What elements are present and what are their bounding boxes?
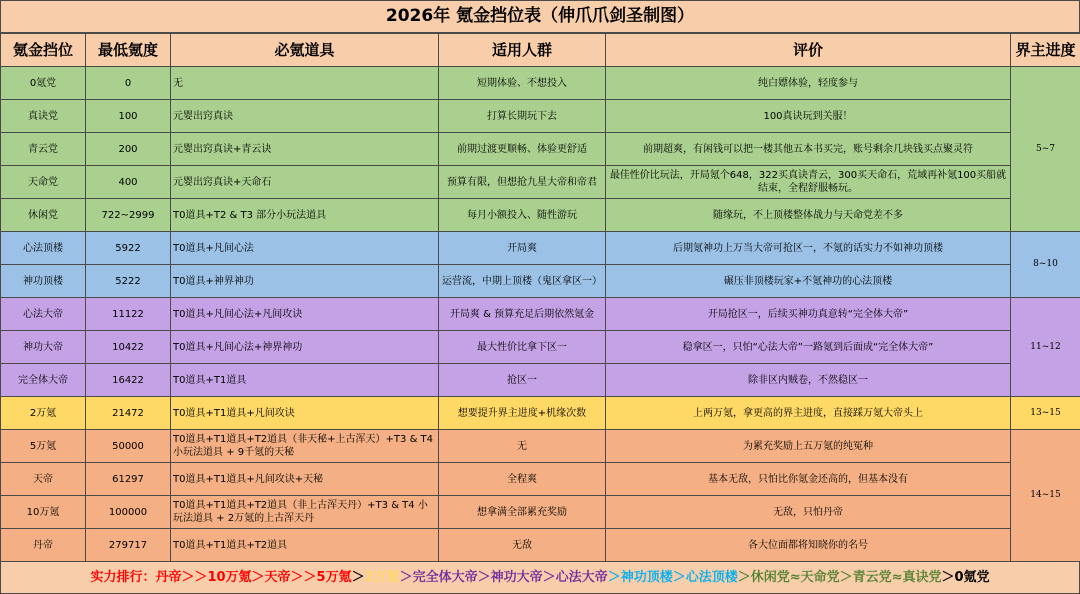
table-row	[1, 529, 1080, 562]
tier-cell: 神功顶楼	[1, 265, 86, 298]
audience-cell: 每月小额投入、随性游玩	[439, 199, 606, 232]
items-cell: 无	[171, 67, 439, 100]
tier-cell: 10万氪	[1, 496, 86, 529]
ranking-segment: 丹帝＞＞10万氪＞天帝＞＞5万氪	[155, 570, 352, 585]
table-row	[1, 463, 1080, 496]
items-cell: T0道具+T1道具+T2道具（非上古浑天丹）+T3 & T4 小玩法道具 + 2万氪的上古浑天丹	[171, 496, 439, 529]
header-min-spend: 最低氪度	[86, 34, 171, 67]
comment-cell: 稳拿区一，只怕“心法大帝”一路氪到后面成“完全体大帝”	[606, 331, 1011, 364]
table-row	[1, 166, 1080, 199]
tier-cell: 心法大帝	[1, 298, 86, 331]
audience-cell: 前期过渡更顺畅、体验更舒适	[439, 133, 606, 166]
tier-cell: 5万氪	[1, 430, 86, 463]
items-cell: T0道具+凡间心法+神界神功	[171, 331, 439, 364]
table-row	[1, 100, 1080, 133]
table-row	[1, 397, 1080, 430]
min-spend-cell: 5222	[86, 265, 171, 298]
tier-cell: 休闲党	[1, 199, 86, 232]
audience-cell: 开局爽 & 预算充足后期依然氪金	[439, 298, 606, 331]
items-cell: T0道具+T1道具+T2道具	[171, 529, 439, 562]
min-spend-cell: 61297	[86, 463, 171, 496]
table-row	[1, 133, 1080, 166]
items-cell: T0道具+凡间心法	[171, 232, 439, 265]
ranking-segment: ＞休闲党≈天命党＞青云党≈真诀党	[737, 570, 942, 585]
header-comment: 评价	[606, 34, 1011, 67]
power-ranking	[0, 561, 1080, 594]
table-row	[1, 430, 1080, 463]
audience-cell: 最大性价比拿下区一	[439, 331, 606, 364]
comment-cell: 上两万氪，拿更高的界主进度，直接踩万氪大帝头上	[606, 397, 1011, 430]
audience-cell: 打算长期玩下去	[439, 100, 606, 133]
tier-cell: 完全体大帝	[1, 364, 86, 397]
table-row	[1, 331, 1080, 364]
tier-cell: 天命党	[1, 166, 86, 199]
audience-cell: 开局爽	[439, 232, 606, 265]
header-tier: 氪金挡位	[1, 34, 86, 67]
ranking-segment: ＞	[351, 570, 365, 585]
items-cell: T0道具+T1道具+凡间攻诀+天秘	[171, 463, 439, 496]
header-audience: 适用人群	[439, 34, 606, 67]
min-spend-cell: 100000	[86, 496, 171, 529]
comment-cell: 为累充奖励上五万氪的纯冤种	[606, 430, 1011, 463]
table-row	[1, 364, 1080, 397]
min-spend-cell: 10422	[86, 331, 171, 364]
comment-cell: 最佳性价比玩法，开局氪个648，322买真诀青云，300买天命石，荒域再补氪100买船就结束，全程舒服畅玩。	[606, 166, 1011, 199]
tier-cell: 青云党	[1, 133, 86, 166]
tier-cell: 天帝	[1, 463, 86, 496]
items-cell: 元婴出窍真诀	[171, 100, 439, 133]
comment-cell: 无敌，只怕丹帝	[606, 496, 1011, 529]
items-cell: T0道具+T2 & T3 部分小玩法道具	[171, 199, 439, 232]
comment-cell: 随缘玩，不上顶楼整体战力与天命党差不多	[606, 199, 1011, 232]
audience-cell: 想要提升界主进度+机缘次数	[439, 397, 606, 430]
items-cell: 元婴出窍真诀+天命石	[171, 166, 439, 199]
comment-cell: 除非区内贼卷，不然稳区一	[606, 364, 1011, 397]
comment-cell: 各大位面都将知晓你的名号	[606, 529, 1011, 562]
progress-cell: 14~15	[1011, 430, 1080, 562]
min-spend-cell: 279717	[86, 529, 171, 562]
items-cell: T0道具+T1道具	[171, 364, 439, 397]
progress-cell: 8~10	[1011, 232, 1080, 298]
min-spend-cell: 50000	[86, 430, 171, 463]
ranking-label: 实力排行：	[90, 570, 156, 585]
table-row	[1, 67, 1080, 100]
ranking-segment: ＞完全体大帝＞神功大帝＞心法大帝	[399, 570, 608, 585]
table-row	[1, 199, 1080, 232]
min-spend-cell: 100	[86, 100, 171, 133]
comment-cell: 纯白嫖体验，轻度参与	[606, 67, 1011, 100]
comment-cell: 碾压非顶楼玩家+不氪神功的心法顶楼	[606, 265, 1011, 298]
audience-cell: 抢区一	[439, 364, 606, 397]
audience-cell: 短期体验、不想投入	[439, 67, 606, 100]
min-spend-cell: 21472	[86, 397, 171, 430]
items-cell: T0道具+神界神功	[171, 265, 439, 298]
min-spend-cell: 5922	[86, 232, 171, 265]
min-spend-cell: 722~2999	[86, 199, 171, 232]
ranking-segment: ＞神功顶楼＞心法顶楼	[607, 570, 738, 585]
items-cell: 元婴出窍真诀+青云诀	[171, 133, 439, 166]
audience-cell: 想拿满全部累充奖励	[439, 496, 606, 529]
audience-cell: 全程爽	[439, 463, 606, 496]
ranking-segment: ＞0氪党	[941, 570, 990, 585]
sheet-title: 2026年 氪金挡位表（伸爪爪剑圣制图）	[0, 0, 1080, 33]
progress-cell: 11~12	[1011, 298, 1080, 397]
header-required-items: 必氪道具	[171, 34, 439, 67]
min-spend-cell: 11122	[86, 298, 171, 331]
audience-cell: 无	[439, 430, 606, 463]
audience-cell: 运营流，中期上顶楼（鬼区拿区一）	[439, 265, 606, 298]
tier-cell: 真诀党	[1, 100, 86, 133]
table-row	[1, 265, 1080, 298]
header-progress: 界主进度	[1011, 34, 1080, 67]
tier-table	[0, 33, 1080, 562]
comment-cell: 前期超爽，有闲钱可以把一楼其他五本书买完，账号剩余几块钱买点聚灵符	[606, 133, 1011, 166]
items-cell: T0道具+T1道具+T2道具（非天秘+上古浑天）+T3 & T4 小玩法道具 + 9千氪的天秘	[171, 430, 439, 463]
items-cell: T0道具+T1道具+凡间攻诀	[171, 397, 439, 430]
tier-cell: 丹帝	[1, 529, 86, 562]
items-cell: T0道具+凡间心法+凡间攻诀	[171, 298, 439, 331]
comment-cell: 开局抢区一，后续买神功真意转“完全体大帝”	[606, 298, 1011, 331]
min-spend-cell: 16422	[86, 364, 171, 397]
audience-cell: 无敌	[439, 529, 606, 562]
tier-cell: 0氪党	[1, 67, 86, 100]
tier-cell: 神功大帝	[1, 331, 86, 364]
progress-cell: 13~15	[1011, 397, 1080, 430]
min-spend-cell: 200	[86, 133, 171, 166]
min-spend-cell: 0	[86, 67, 171, 100]
ranking-segment: 2万氪	[364, 570, 400, 585]
audience-cell: 预算有限，但想抢九星大帝和帝君	[439, 166, 606, 199]
min-spend-cell: 400	[86, 166, 171, 199]
table-row	[1, 232, 1080, 265]
comment-cell: 100真诀玩到关服！	[606, 100, 1011, 133]
tier-cell: 2万氪	[1, 397, 86, 430]
comment-cell: 基本无敌，只怕比你氪金还高的，但基本没有	[606, 463, 1011, 496]
comment-cell: 后期氪神功上万当大帝可抢区一，不氪的话实力不如神功顶楼	[606, 232, 1011, 265]
tier-cell: 心法顶楼	[1, 232, 86, 265]
progress-cell: 5~7	[1011, 67, 1080, 232]
table-row	[1, 496, 1080, 529]
table-row	[1, 298, 1080, 331]
